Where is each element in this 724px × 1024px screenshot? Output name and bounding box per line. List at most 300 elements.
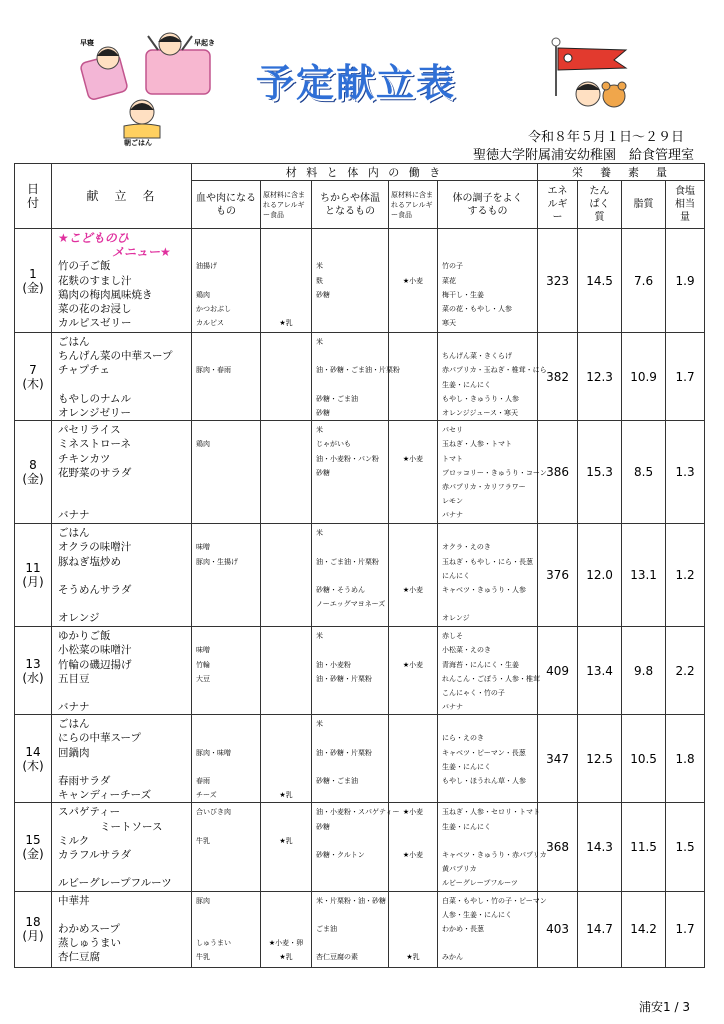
body-food-cell (438, 333, 547, 421)
allergy-cell-line: ★乳 (279, 791, 293, 800)
allergy-cell-line (389, 480, 437, 494)
page-title: 予定献立表 (256, 61, 457, 105)
dish-name: 豚ねぎ塩炒め (58, 555, 121, 568)
body-food-cell-line: 梅干し・生姜 (442, 290, 484, 299)
body-food-cell-line: 玉ねぎ・もやし・にら・長葱 (442, 557, 533, 566)
dish-name (58, 480, 191, 494)
blood-food-cell-line: 牛乳 (196, 836, 210, 845)
blood-food-cell-line (196, 583, 260, 597)
day-cell (15, 715, 52, 803)
body-food-cell-line: わかめ・長葱 (442, 924, 484, 933)
allergy-cell-line (389, 597, 437, 611)
allergy-cell-line (389, 760, 437, 774)
allergy-cell-line (261, 717, 311, 731)
salt-value: 2.2 (666, 627, 705, 715)
dish-name: 花野菜のサラダ (58, 466, 132, 479)
energy-food-cell (312, 803, 400, 891)
allergy-cell-line (389, 466, 437, 480)
allergy-cell-line (261, 672, 311, 686)
allergy-cell-line (389, 862, 437, 876)
dish-name: 菜の花のお浸し (58, 302, 132, 315)
allergy-cell-line (261, 231, 311, 245)
allergy-cell-line (261, 540, 311, 554)
blood-food-cell (192, 627, 261, 715)
dish-cell (52, 333, 192, 421)
energy-food-cell (312, 524, 389, 627)
blood-food-cell (192, 524, 261, 627)
blood-food-cell-line (196, 274, 260, 288)
allergy-cell-line (389, 555, 437, 569)
day-cell (15, 229, 52, 333)
allergy-cell (261, 803, 312, 891)
blood-food-cell-line: 竹輪 (196, 660, 210, 669)
salt-value: 1.8 (666, 715, 705, 803)
fat-value: 13.1 (622, 524, 666, 627)
special-menu-line: ★こどものひ (58, 231, 129, 245)
day-cell (15, 421, 52, 524)
energy-food-cell-line: 砂糖・ごま油 (316, 777, 358, 785)
dish-name: スパゲティー (58, 806, 121, 819)
energy-food-cell-line: 油・砂糖・片栗粉 (316, 748, 372, 757)
body-food-cell-line: 菜の花・もやし・人参 (442, 304, 512, 313)
allergy-cell-line (261, 760, 311, 774)
table-row (15, 715, 705, 803)
header-fat: 脂質 (622, 181, 666, 229)
dish-name: にらの中華スープ (58, 732, 141, 745)
blood-food-cell-line (196, 611, 260, 625)
header-allergy-2: 原材料に含まれるアレルギー食品 (389, 181, 438, 229)
body-food-cell-line: ルビーグレープフルーツ (442, 879, 518, 888)
allergy-cell-line (389, 936, 437, 950)
allergy-cell-line (261, 392, 311, 406)
allergy-cell-line (389, 746, 437, 760)
energy-food-cell-line: 砂糖 (316, 290, 330, 299)
allergy-cell (389, 627, 438, 715)
allergy-cell-line: ★乳 (279, 953, 293, 962)
allergy-cell-line (261, 423, 311, 437)
dish-name: チャプチェ (58, 364, 110, 377)
allergy-cell-line: ★小麦 (402, 808, 424, 817)
blood-food-cell (192, 421, 261, 524)
blood-food-cell-line: 鶏肉 (196, 440, 210, 449)
header-protein: たんぱく質 (578, 181, 622, 229)
allergy-cell-line (261, 466, 311, 480)
dish-name: オレンジ (58, 612, 100, 625)
body-food-cell-line: 人参・生姜・にんにく (442, 910, 512, 919)
body-food-cell-line: オレンジ (442, 614, 470, 623)
dish-cell (52, 715, 192, 803)
energy-food-cell-line: 砂糖 (316, 468, 330, 477)
day-cell (15, 333, 52, 421)
allergy-cell-line (389, 774, 437, 788)
blood-food-cell (192, 333, 261, 421)
blood-food-cell-line (196, 452, 260, 466)
dish-name: ゆかりご飯 (58, 630, 111, 643)
dish-name (58, 597, 191, 611)
blood-food-cell-line: 鶏肉 (196, 290, 210, 299)
allergy-cell-line (389, 672, 437, 686)
dish-name: ミルク (58, 834, 90, 847)
body-food-cell-line: 生姜・にんにく (442, 380, 491, 389)
dish-name: バナナ (58, 509, 90, 522)
table-row (15, 627, 705, 715)
energy-value: 347 (538, 715, 578, 803)
allergy-cell-line (261, 437, 311, 451)
energy-food-cell-line (316, 834, 388, 848)
allergy-cell-line (261, 908, 311, 922)
allergy-cell (261, 627, 312, 715)
energy-food-cell-line (316, 611, 388, 625)
blood-food-cell-line: 豚肉・春雨 (196, 366, 231, 375)
body-food-cell-line: キャベツ・きゅうり・赤パプリカ (442, 850, 547, 859)
day-number: 1 (29, 266, 37, 281)
allergy-cell-line (261, 876, 311, 890)
energy-food-cell-line: 油・小麦粉・パン粉 (316, 454, 379, 463)
allergy-cell-line (389, 629, 437, 643)
day-number: 13 (25, 656, 41, 671)
energy-food-cell-line (316, 760, 388, 774)
body-food-cell-line: キャベツ・ピーマン・長葱 (442, 748, 526, 757)
allergy-cell-line (261, 452, 311, 466)
blood-food-cell-line (196, 392, 260, 406)
energy-food-cell-line: 米 (316, 426, 323, 435)
energy-food-cell (312, 333, 400, 421)
energy-food-cell-line: 杏仁豆腐の素 (316, 953, 358, 962)
energy-value: 368 (538, 803, 578, 891)
allergy-cell (261, 421, 312, 524)
body-food-cell-line: 小松菜・えのき (442, 646, 491, 655)
allergy-cell-line (261, 378, 311, 392)
allergy-cell-line (389, 686, 437, 700)
weekday: (月) (22, 575, 44, 590)
allergy-cell-line: ★乳 (406, 953, 420, 962)
body-food-cell-line: 赤しそ (442, 632, 463, 641)
blood-food-cell-line (196, 629, 260, 643)
blood-food-cell-line (196, 686, 260, 700)
allergy-cell (389, 524, 438, 627)
dish-name: オクラの味噌汁 (58, 541, 132, 554)
blood-food-cell-line: カルピス (196, 319, 224, 328)
allergy-cell (389, 891, 438, 967)
dish-name: 五目豆 (58, 672, 90, 685)
blood-food-cell-line (196, 406, 260, 420)
allergy-cell-line (389, 922, 437, 936)
allergy-cell (261, 524, 312, 627)
dish-cell (52, 421, 192, 524)
energy-food-cell-line (316, 876, 388, 890)
table-row (15, 333, 705, 421)
dish-name: そうめんサラダ (58, 583, 132, 596)
allergy-cell-line (389, 437, 437, 451)
allergy-cell-line (389, 834, 437, 848)
body-food-cell-line: もやし・ほうれん草・人参 (442, 777, 526, 785)
energy-food-cell-line (316, 494, 388, 508)
header-body: 体の調子をよくするもの (438, 181, 538, 229)
energy-food-cell-line (316, 908, 388, 922)
blood-food-cell-line (196, 876, 260, 890)
allergy-cell-line: ★小麦 (402, 660, 424, 669)
allergy-cell-line (389, 508, 437, 522)
dish-name: カラフルサラダ (58, 848, 131, 861)
energy-food-cell-line (316, 378, 388, 392)
body-food-cell-line (442, 245, 537, 259)
allergy-cell-line (389, 700, 437, 714)
energy-food-cell-line (316, 788, 388, 802)
energy-food-cell-line (316, 686, 388, 700)
blood-food-cell-line (196, 760, 260, 774)
energy-value: 386 (538, 421, 578, 524)
body-food-cell-line: バナナ (442, 703, 463, 712)
fat-value: 10.9 (622, 333, 666, 421)
blood-food-cell-line (196, 717, 260, 731)
blood-food-cell-line: 味噌 (196, 543, 210, 552)
weekday: (金) (22, 280, 44, 295)
blood-food-cell-line: 大豆 (196, 674, 210, 683)
blood-food-cell (192, 891, 261, 967)
allergy-cell-line (261, 302, 311, 316)
blood-food-cell-line: 豚肉・味噌 (196, 748, 231, 757)
blood-food-cell-line: 合いびき肉 (196, 808, 231, 817)
day-number: 7 (29, 362, 37, 377)
allergy-cell-line (389, 894, 437, 908)
energy-food-cell-line: 米 (316, 338, 323, 346)
allergy-cell-line: ★乳 (279, 319, 293, 328)
dish-name: チキンカツ (58, 452, 111, 465)
allergy-cell (389, 421, 438, 524)
fat-value: 14.2 (622, 891, 666, 967)
dish-name: バナナ (58, 701, 90, 714)
day-number: 11 (25, 561, 41, 576)
header-day: 日 付 (15, 164, 52, 229)
day-number: 8 (29, 458, 37, 473)
body-food-cell (438, 891, 547, 967)
energy-value: 382 (538, 333, 578, 421)
body-food-cell-line: オクラ・えのき (442, 543, 491, 552)
allergy-cell-line (261, 746, 311, 760)
dish-cell (52, 891, 192, 967)
energy-food-cell-line (316, 316, 388, 330)
body-food-cell-line: 寒天 (442, 319, 456, 328)
allergy-cell-line (389, 392, 437, 406)
dish-name: ルビーグレープフルーツ (58, 877, 172, 890)
allergy-cell-line (261, 848, 311, 862)
allergy-cell-line (261, 508, 311, 522)
header-ingredients: 材 料 と 体 内 の 働 き (192, 164, 538, 181)
allergy-cell (261, 229, 312, 333)
allergy-cell (261, 891, 312, 967)
blood-food-cell-line (196, 597, 260, 611)
energy-food-cell-line (316, 245, 388, 259)
allergy-cell-line: ★小麦 (402, 585, 424, 594)
body-food-cell-line: にんにく (442, 571, 470, 580)
blood-food-cell-line: 豚肉 (196, 896, 210, 905)
allergy-cell-line (389, 423, 437, 437)
body-food-cell-line: もやし・きゅうり・人参 (442, 394, 519, 403)
energy-food-cell-line: 油・小麦粉 (316, 660, 351, 669)
energy-value: 403 (538, 891, 578, 967)
weekday: (月) (22, 929, 44, 943)
energy-food-cell (312, 229, 389, 333)
allergy-cell-line: ★小麦 (402, 850, 424, 859)
energy-food-cell-line (316, 480, 388, 494)
allergy-cell-line (389, 316, 437, 330)
allergy-cell-line (389, 378, 437, 392)
allergy-cell-line (261, 597, 311, 611)
dish-name: もやしのナムル (58, 392, 131, 405)
body-food-cell (438, 421, 547, 524)
allergy-cell-line (261, 611, 311, 625)
date-range: 令和８年５月１日～２９日 (527, 130, 684, 145)
header-allergy-1: 原材料に含まれるアレルギー食品 (261, 181, 312, 229)
dish-name: パセリライス (58, 424, 121, 437)
allergy-cell-line (261, 643, 311, 657)
energy-food-cell-line: 米 (316, 529, 323, 538)
body-food-cell-line: バナナ (442, 511, 463, 520)
koinobori-clipart (548, 36, 640, 112)
dish-name: 蒸しゅうまい (58, 937, 121, 950)
blood-food-cell (192, 229, 261, 333)
allergy-cell-line (389, 302, 437, 316)
weekday: (水) (22, 670, 44, 685)
table-row (15, 524, 705, 627)
blood-food-cell-line (196, 569, 260, 583)
energy-food-cell-line: 油・砂糖・ごま油・片栗粉 (316, 366, 400, 375)
allergy-cell-line (261, 922, 311, 936)
header-nutrients: 栄 養 素 量 (538, 164, 705, 181)
energy-food-cell-line: 麩 (316, 276, 323, 285)
blood-food-cell-line (196, 480, 260, 494)
body-food-cell-line: にら・えのき (442, 734, 484, 743)
allergy-cell-line (261, 569, 311, 583)
dish-name (58, 494, 191, 508)
energy-food-cell (312, 891, 389, 967)
blood-food-cell-line: 味噌 (196, 646, 210, 655)
body-food-cell-line: 竹の子 (442, 262, 463, 271)
blood-food-cell (192, 803, 261, 891)
energy-food-cell-line (316, 862, 388, 876)
energy-value: 323 (538, 229, 578, 333)
energy-food-cell-line: じゃがいも (316, 440, 351, 449)
body-food-cell-line: みかん (442, 953, 463, 962)
allergy-cell-line: ★乳 (279, 836, 293, 845)
blood-food-cell-line (196, 349, 260, 363)
allergy-cell (389, 333, 438, 421)
energy-food-cell-line: 米 (316, 632, 323, 641)
allergy-cell-line (389, 231, 437, 245)
body-food-cell-line: れんこん・ごぼう・人参・椎茸 (442, 674, 540, 683)
dish-cell (52, 524, 192, 627)
clip-label-hayaoki: 早起き (194, 39, 215, 47)
dish-name: 中華丼 (58, 894, 90, 907)
blood-food-cell-line (196, 508, 260, 522)
energy-food-cell-line: 油・小麦粉・スパゲティー (316, 808, 400, 817)
dish-name (58, 908, 191, 922)
protein-value: 14.3 (578, 803, 622, 891)
dish-cell (52, 803, 192, 891)
early-to-bed-clipart (74, 30, 224, 150)
blood-food-cell-line (196, 526, 260, 540)
dish-name: 花麩のすまし汁 (58, 274, 132, 287)
energy-food-cell-line (316, 302, 388, 316)
energy-food-cell-line (316, 349, 388, 363)
body-food-cell-line: 菜花 (442, 276, 456, 285)
blood-food-cell-line (196, 908, 260, 922)
dish-name: 杏仁豆腐 (58, 951, 100, 964)
energy-food-cell (312, 627, 389, 715)
day-cell (15, 891, 52, 967)
blood-food-cell-line: 油揚げ (196, 262, 217, 271)
body-food-cell-line: キャベツ・きゅうり・人参 (442, 585, 526, 594)
protein-value: 13.4 (578, 627, 622, 715)
allergy-cell-line (389, 540, 437, 554)
allergy-cell (389, 715, 438, 803)
blood-food-cell-line (196, 378, 260, 392)
special-menu-line: メニュー★ (112, 245, 171, 260)
table-row (15, 421, 705, 524)
allergy-cell-line (389, 349, 437, 363)
body-food-cell-line (442, 717, 537, 731)
dish-name: ごはん (58, 527, 90, 540)
energy-food-cell (312, 421, 389, 524)
allergy-cell-line (389, 288, 437, 302)
dish-name: 竹の子ご飯 (58, 260, 111, 273)
allergy-cell-line (261, 274, 311, 288)
body-food-cell-line: 玉ねぎ・人参・トマト (442, 440, 512, 449)
energy-food-cell-line: ノーエッグマヨネーズ (316, 600, 386, 609)
allergy-cell-line (261, 349, 311, 363)
dish-name: オレンジゼリー (58, 406, 131, 419)
dish-name (58, 378, 191, 392)
energy-food-cell-line (316, 700, 388, 714)
blood-food-cell-line (196, 848, 260, 862)
dish-name (58, 569, 191, 583)
body-food-cell-line (442, 231, 537, 245)
weekday: (金) (22, 846, 44, 861)
salt-value: 1.5 (666, 803, 705, 891)
day-cell (15, 627, 52, 715)
day-cell (15, 524, 52, 627)
body-food-cell-line: パセリ (442, 426, 463, 435)
blood-food-cell-line (196, 335, 260, 349)
body-food-cell (438, 627, 538, 715)
energy-food-cell-line: 米 (316, 262, 323, 271)
allergy-cell-line (261, 774, 311, 788)
header-energy-food: ちからや体温となるもの (312, 181, 389, 229)
energy-food-cell-line: 米 (316, 720, 323, 729)
body-food-cell-line: 生姜・にんにく (442, 822, 491, 831)
allergy-cell-line (261, 555, 311, 569)
allergy-cell-line (261, 700, 311, 714)
allergy-cell-line: ★小麦 (402, 454, 424, 463)
allergy-cell-line (261, 335, 311, 349)
salt-value: 1.2 (666, 524, 705, 627)
energy-food-cell-line: 砂糖 (316, 408, 330, 417)
allergy-cell-line (261, 288, 311, 302)
energy-food-cell-line (316, 508, 388, 522)
blood-food-cell-line: 牛乳 (196, 953, 210, 962)
energy-food-cell-line: 砂糖・ごま油 (316, 394, 358, 403)
allergy-cell-line: ★小麦・卵 (268, 939, 304, 948)
blood-food-cell-line: しゅうまい (196, 939, 231, 948)
protein-value: 15.3 (578, 421, 622, 524)
table-row (15, 229, 705, 333)
protein-value: 12.0 (578, 524, 622, 627)
dish-name: キャンディーチーズ (58, 789, 152, 802)
dish-name: ごはん (58, 336, 90, 348)
body-food-cell-line (442, 526, 537, 540)
allergy-cell-line (261, 862, 311, 876)
body-food-cell-line (442, 834, 537, 848)
